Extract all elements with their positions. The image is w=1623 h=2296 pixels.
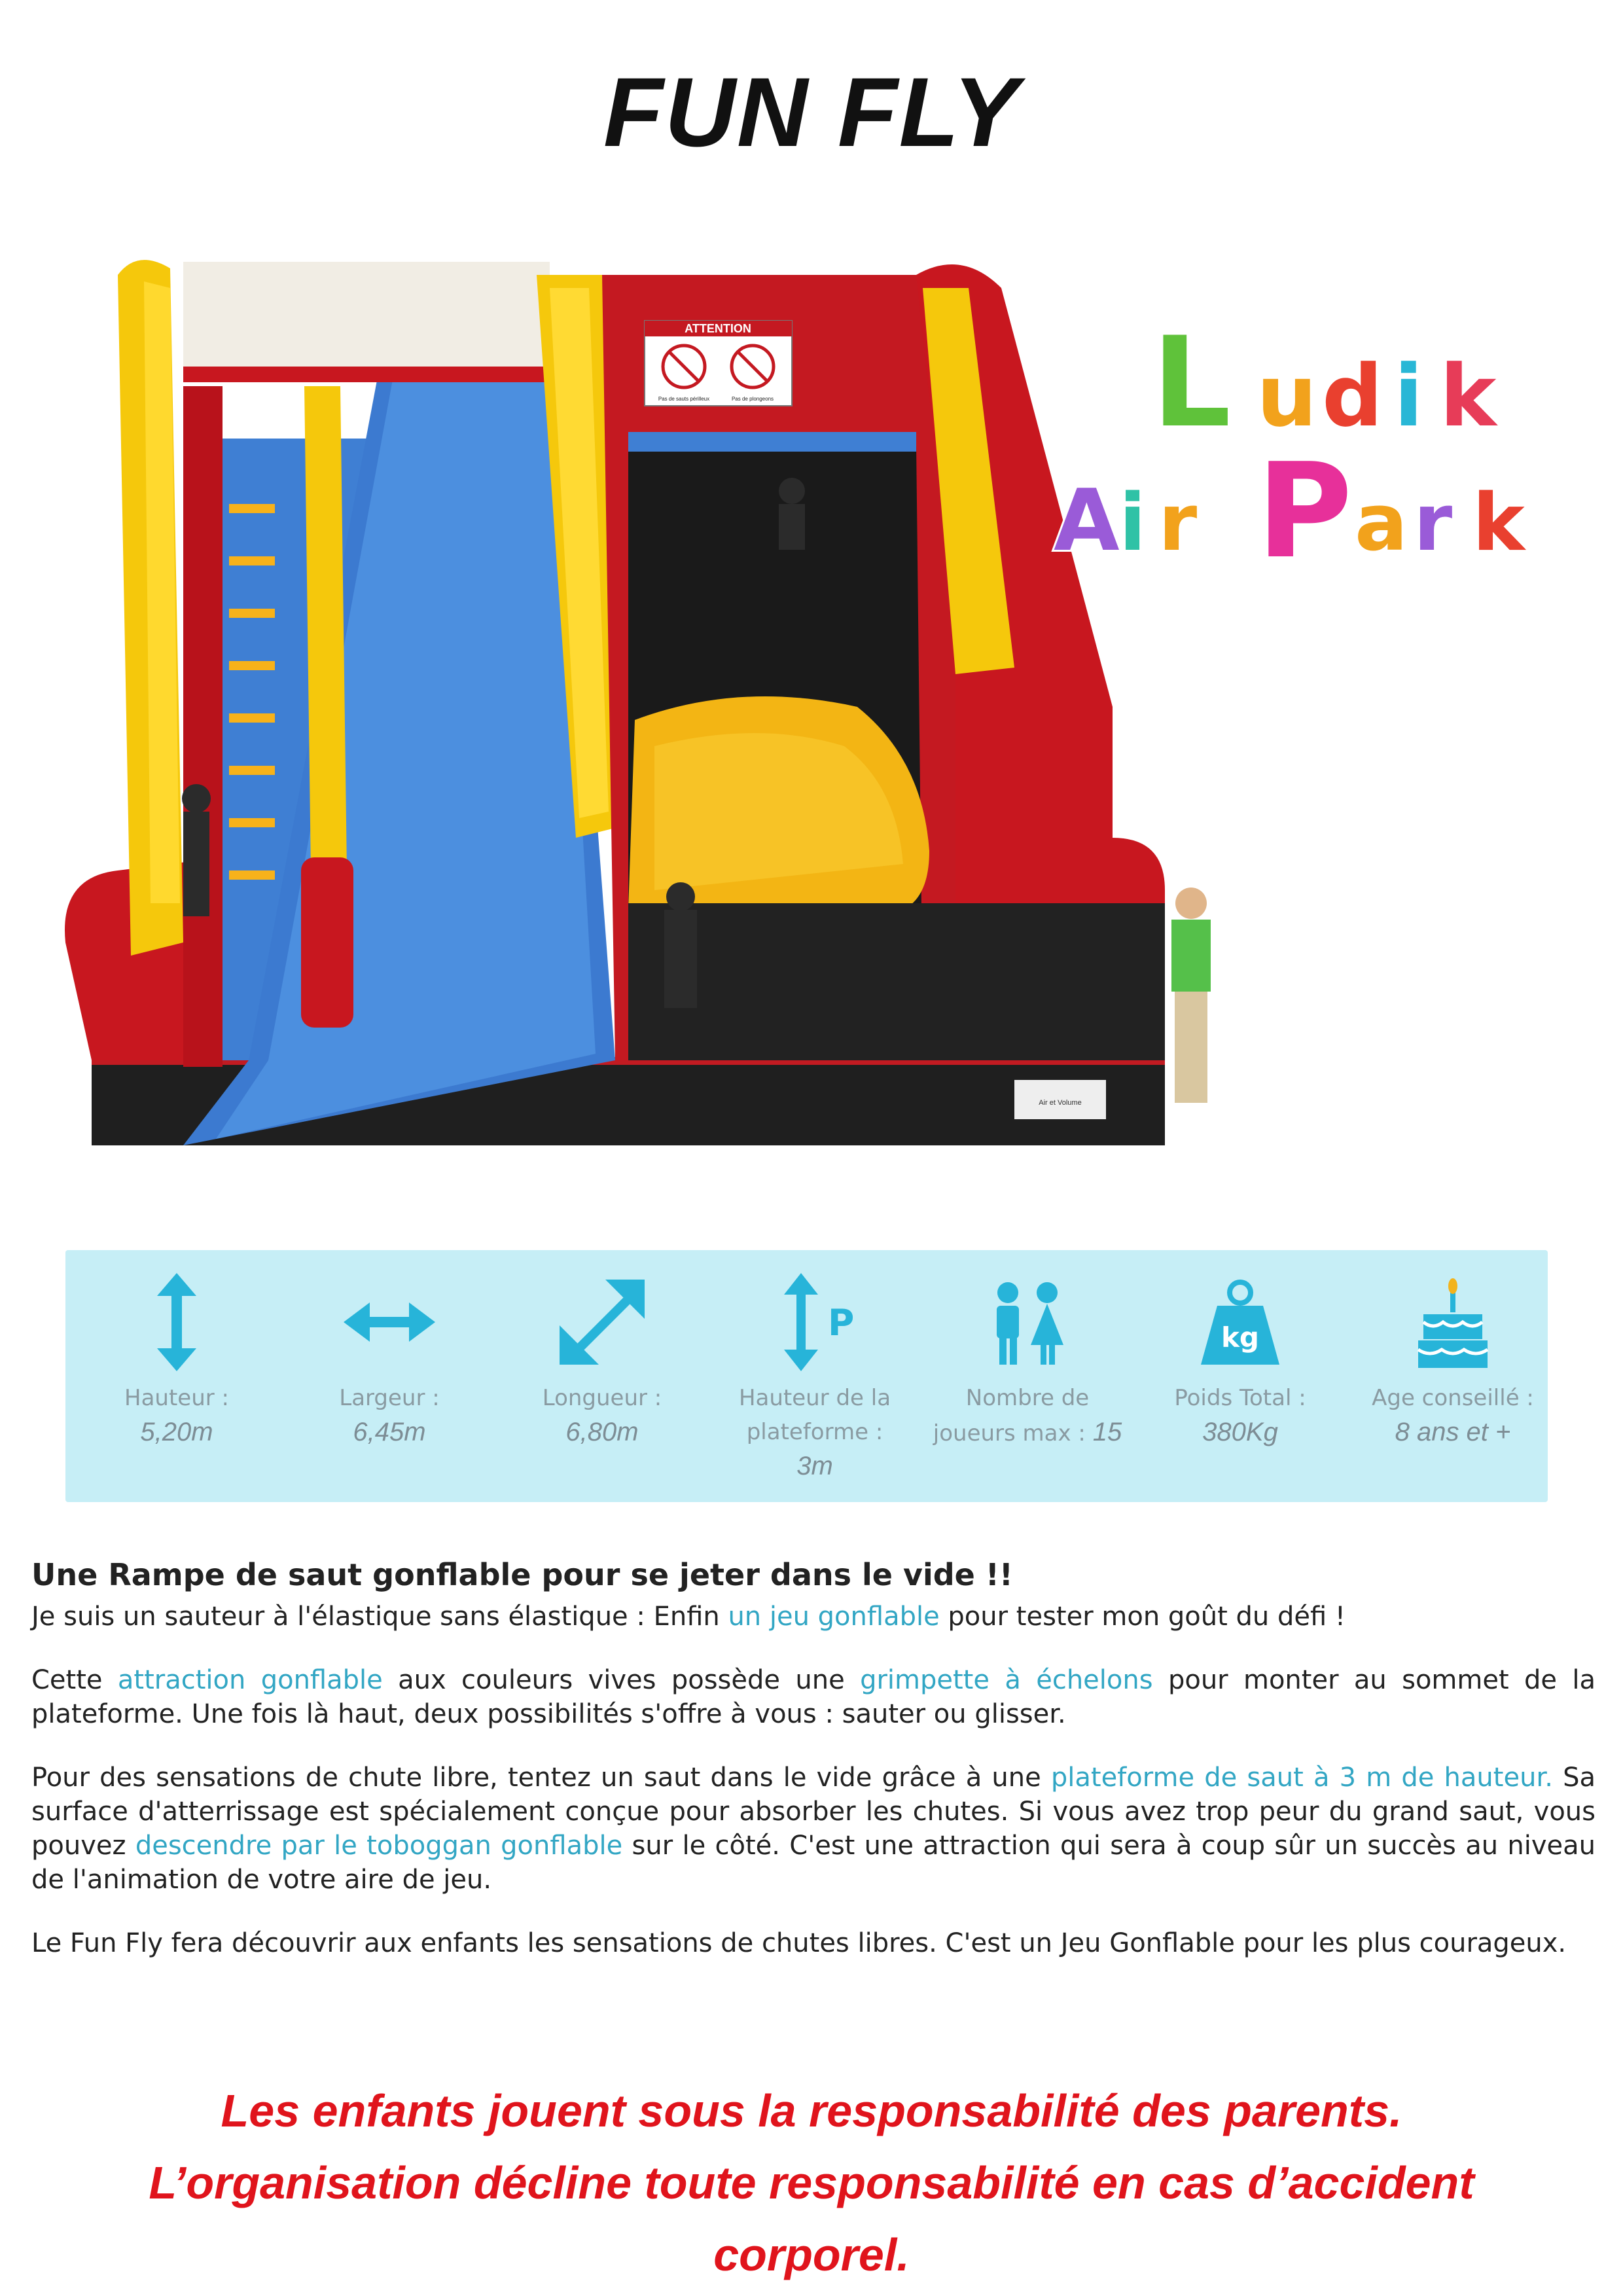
spec-age bbox=[1348, 1250, 1558, 1502]
warning-line-2: L’organisation décline toute responsabilité en cas d’accident corporel. bbox=[149, 2157, 1474, 2280]
logo-letter: a bbox=[1355, 478, 1408, 569]
link-jeu-gonflable[interactable]: un jeu gonflable bbox=[728, 1602, 940, 1632]
link-attraction-gonflable[interactable]: attraction gonflable bbox=[117, 1665, 383, 1695]
logo-letter: r bbox=[1414, 478, 1453, 569]
players-icon bbox=[978, 1270, 1077, 1374]
platform-letter: P bbox=[828, 1302, 855, 1344]
paragraph-3 bbox=[31, 1761, 1596, 1897]
logo-letter: d bbox=[1322, 346, 1383, 446]
text: pour monter au sommet de la plateforme. Une fois là haut, deux possibilités s'offre à vous : sauter ou glisser. bbox=[31, 1665, 1596, 1729]
weight-unit: kg bbox=[1221, 1321, 1259, 1354]
link-grimpette[interactable]: grimpette à échelons bbox=[860, 1665, 1153, 1695]
text: Je suis un sauteur à l'élastique sans élastique : Enfin bbox=[31, 1602, 728, 1632]
base-label: Air et Volume bbox=[1039, 1099, 1082, 1107]
weight-icon bbox=[1191, 1270, 1289, 1374]
logo-letter: P bbox=[1257, 435, 1353, 588]
birthday-cake-icon bbox=[1404, 1270, 1502, 1374]
sign-left-text: Pas de sauts périlleux bbox=[658, 396, 710, 402]
spec-value: 6,45m bbox=[353, 1418, 426, 1446]
vertical-arrow-icon bbox=[128, 1270, 226, 1374]
spec-label: Largeur : bbox=[339, 1385, 440, 1411]
ludik-air-park-logo bbox=[1041, 327, 1577, 628]
sign-title: ATTENTION bbox=[685, 322, 751, 335]
sign-right-text: Pas de plongeons bbox=[731, 396, 774, 402]
logo-letter: L bbox=[1152, 327, 1232, 455]
spec-label: Age conseillé : bbox=[1372, 1385, 1534, 1411]
description bbox=[31, 1558, 1596, 1990]
logo-letter: i bbox=[1394, 346, 1423, 446]
spec-value: 5,20m bbox=[140, 1418, 213, 1446]
diagonal-arrow-icon bbox=[553, 1270, 651, 1374]
spec-value: 6,80m bbox=[565, 1418, 639, 1446]
text: Pour des sensations de chute libre, tentez un saut dans le vide grâce à une bbox=[31, 1763, 1051, 1793]
logo-letter: i bbox=[1119, 478, 1147, 569]
spec-label: Hauteur de la plateforme : bbox=[738, 1385, 891, 1445]
link-toboggan[interactable]: descendre par le toboggan gonflable bbox=[135, 1831, 623, 1861]
paragraph-1 bbox=[31, 1600, 1596, 1634]
spec-value: 8 ans et + bbox=[1395, 1418, 1511, 1446]
spec-value: 380Kg bbox=[1202, 1418, 1278, 1446]
text: Sa surface d'atterrissage est spécialement conçue pour absorber les chutes. Si vous avez trop peur du grand saut, vous pouvez bbox=[31, 1763, 1596, 1861]
horizontal-arrow-icon bbox=[340, 1270, 438, 1374]
spec-width bbox=[285, 1250, 494, 1502]
platform-height-icon bbox=[766, 1270, 864, 1374]
spec-label: Poids Total : bbox=[1174, 1385, 1306, 1411]
paragraph-2 bbox=[31, 1663, 1596, 1731]
text: aux couleurs vives possède une bbox=[382, 1665, 861, 1695]
text: pour tester mon goût du défi ! bbox=[939, 1602, 1346, 1632]
logo-letter: r bbox=[1158, 478, 1198, 569]
spec-label: Longueur : bbox=[542, 1385, 662, 1411]
spec-players bbox=[923, 1250, 1132, 1502]
spec-length bbox=[497, 1250, 707, 1502]
text: Cette bbox=[31, 1665, 118, 1695]
spec-platform-height bbox=[710, 1250, 919, 1502]
warning-line-1: Les enfants jouent sous la responsabilité des parents. bbox=[221, 2085, 1402, 2136]
spec-height bbox=[72, 1250, 281, 1502]
logo-letter: u bbox=[1257, 346, 1317, 446]
spec-value: 15 bbox=[1092, 1418, 1122, 1446]
warning-notice bbox=[0, 2075, 1623, 2291]
text: sur le côté. C'est une attraction qui sera à coup sûr un succès au niveau de l'animation de votre aire de jeu. bbox=[31, 1831, 1596, 1895]
spec-label: Nombre de joueurs max : bbox=[933, 1385, 1090, 1446]
logo-letter: k bbox=[1472, 478, 1525, 569]
page-title: FUN FLY bbox=[603, 57, 1020, 167]
paragraph-4: Le Fun Fly fera découvrir aux enfants les sensations de chutes libres. C'est un Jeu Gonflable pour les plus courageux. bbox=[31, 1928, 1567, 1958]
spec-value: 3m bbox=[796, 1452, 833, 1480]
specs-panel bbox=[65, 1250, 1548, 1502]
logo-letter: A bbox=[1054, 471, 1120, 570]
link-plateforme-saut[interactable]: plateforme de saut à 3 m de hauteur. bbox=[1050, 1763, 1553, 1793]
spec-weight bbox=[1135, 1250, 1345, 1502]
spec-label: Hauteur : bbox=[124, 1385, 229, 1411]
logo-letter: k bbox=[1440, 346, 1497, 446]
description-headline: Une Rampe de saut gonflable pour se jeter dans le vide !! bbox=[31, 1557, 1013, 1592]
